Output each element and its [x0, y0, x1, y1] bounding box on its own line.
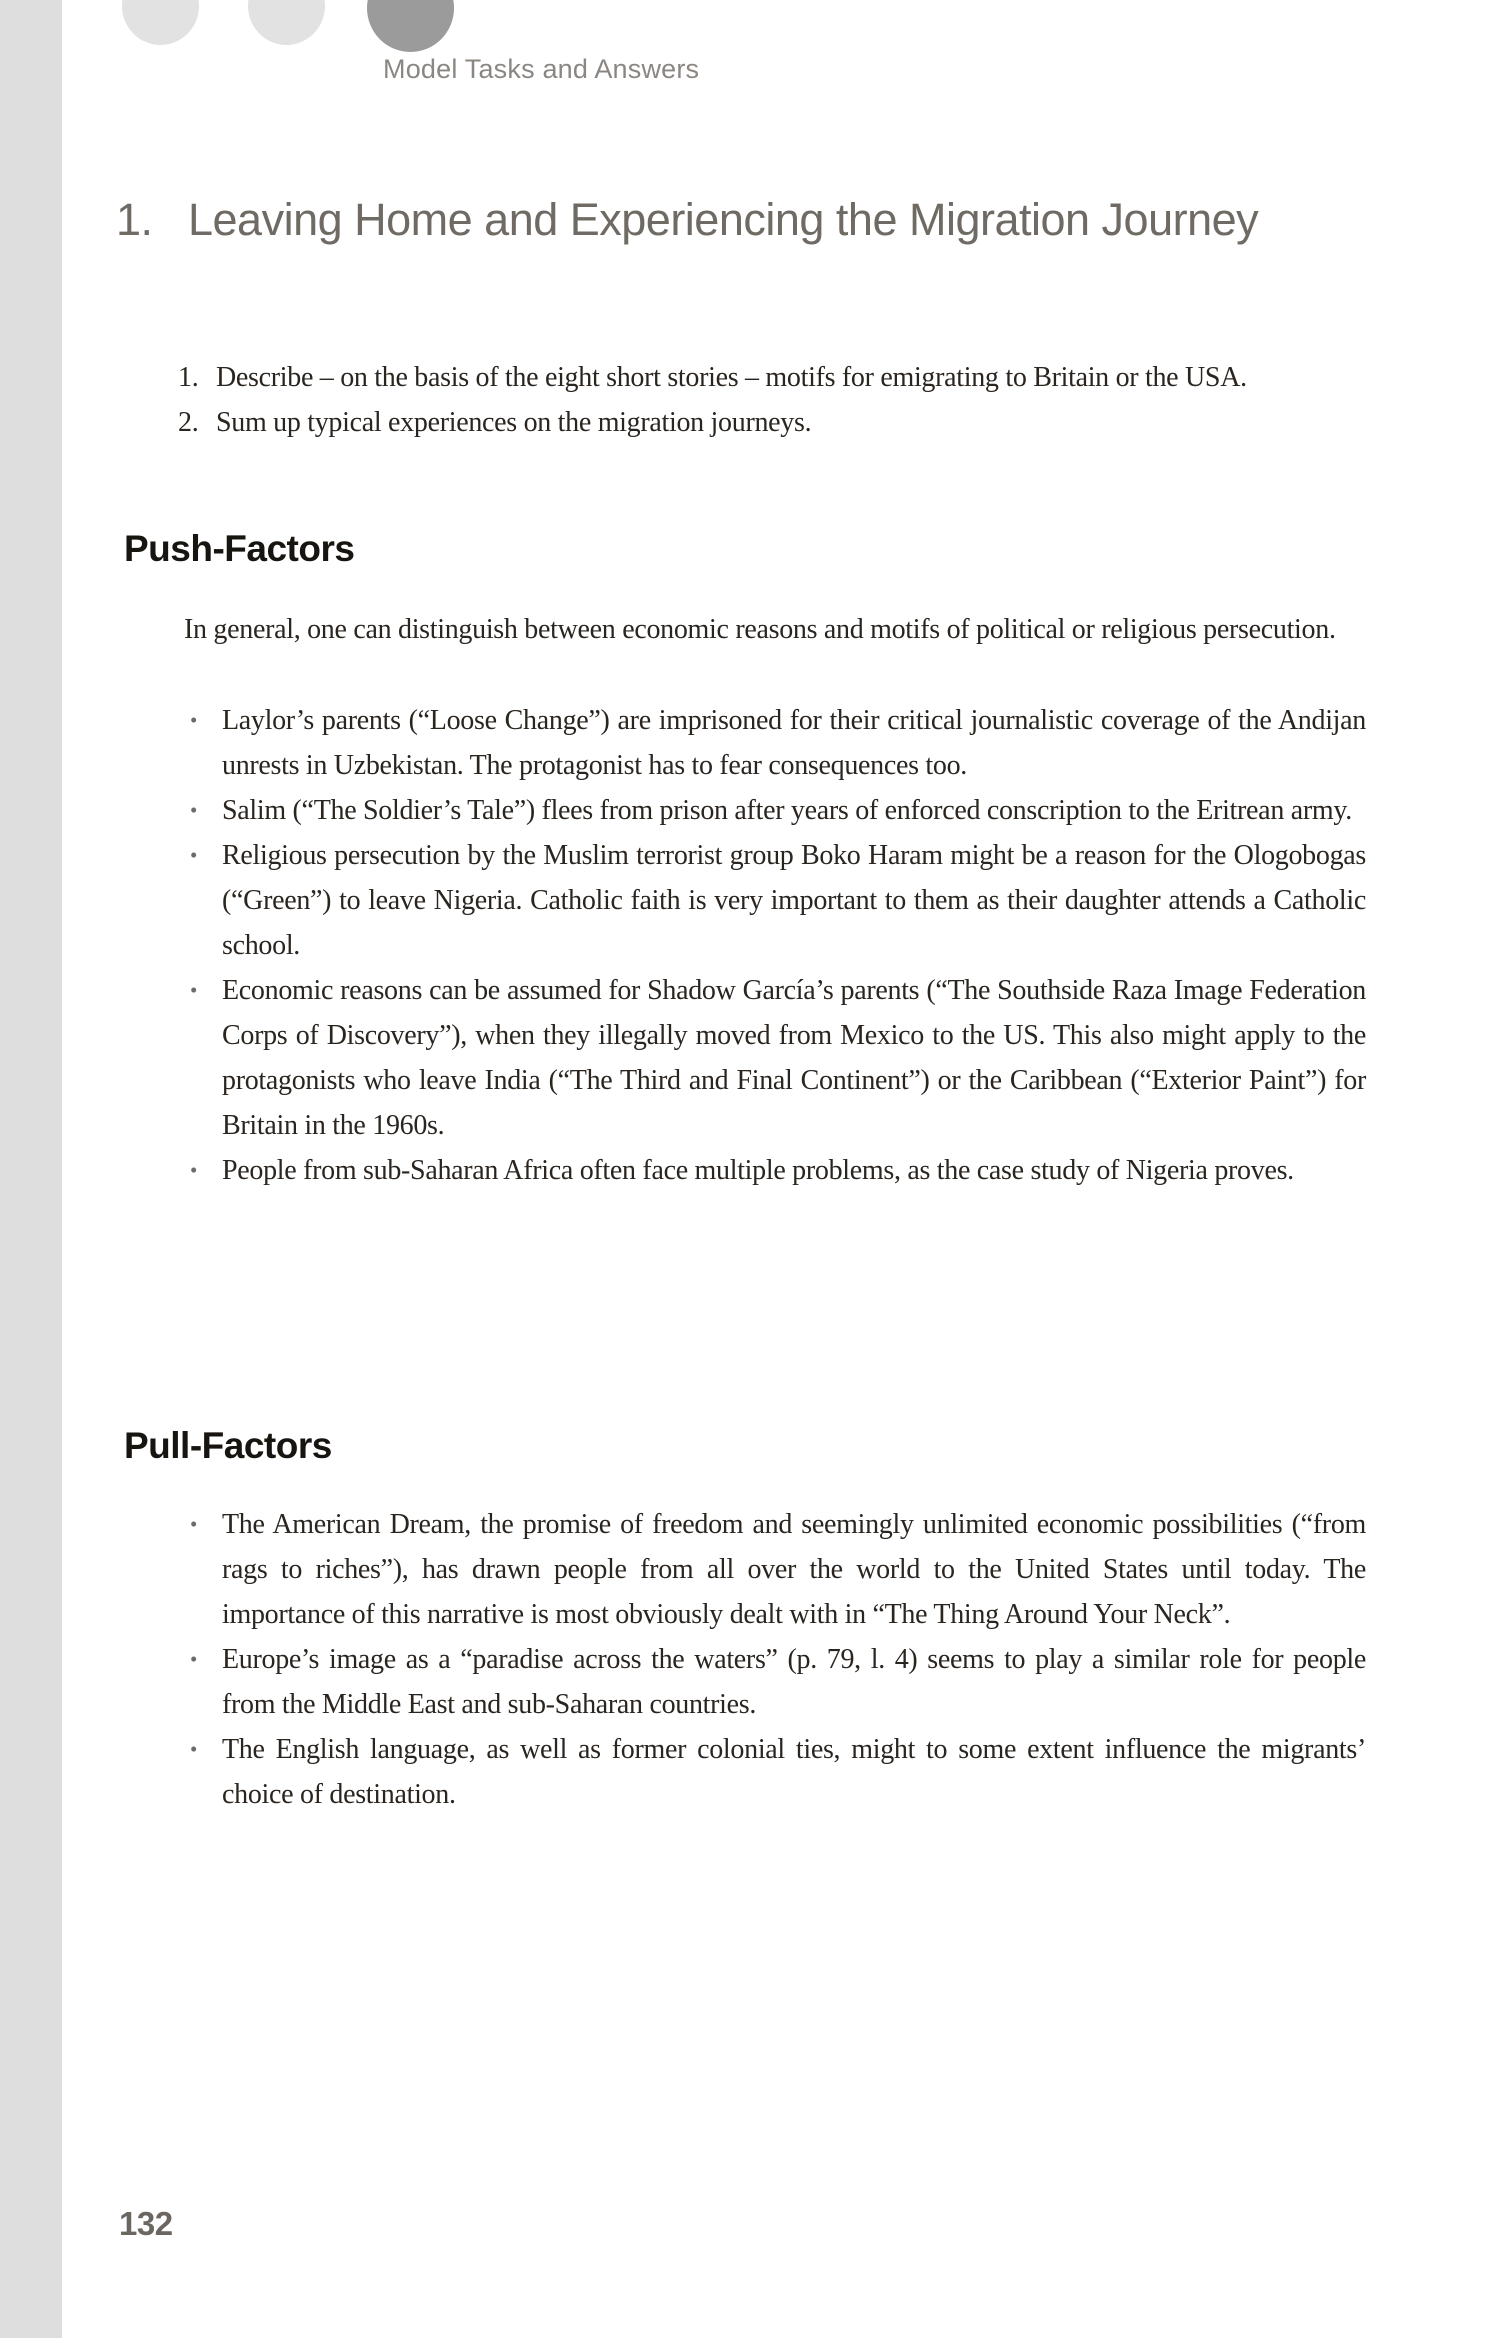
- bullet-icon: •: [190, 708, 198, 732]
- list-item: [190, 1502, 1366, 1637]
- list-item: [190, 1148, 1366, 1193]
- chapter-title: [116, 188, 1301, 251]
- bullet-icon: •: [190, 798, 198, 822]
- running-header: Model Tasks and Answers: [383, 54, 700, 84]
- bullet-icon: •: [190, 1647, 198, 1671]
- list-item: [190, 833, 1366, 968]
- bullet-icon: •: [190, 1158, 198, 1182]
- bullet-icon: •: [190, 1737, 198, 1761]
- list-item: [190, 1637, 1366, 1727]
- bullet-text: Laylor’s parents (“Loose Change”) are imprisoned for their critical journalistic coverage of the Andijan unrests in Uzbekistan. The protagonist has to fear consequences too.: [222, 705, 1366, 781]
- bullet-text: Economic reasons can be assumed for Shadow García’s parents (“The Southside Raza Image Federation Corps of Discovery”), when they illegally moved from Mexico to the US. This also might apply to the protagonists who leave India (“The Third and Final Continent”) or the Caribbean (“Exterior Paint”) for Britain in the 1960s.: [222, 975, 1366, 1141]
- list-item: [190, 698, 1366, 788]
- section-heading-pull-factors: Pull-Factors: [124, 1425, 332, 1466]
- chapter-title-text: Leaving Home and Experiencing the Migration Journey: [188, 194, 1259, 245]
- bullet-text: The English language, as well as former colonial ties, might to some extent influence the migrants’ choice of destination.: [222, 1734, 1366, 1810]
- left-margin-strip: [0, 0, 62, 2338]
- push-factors-intro: In general, one can distinguish between economic reasons and motifs of political or religious persecution.: [184, 614, 1336, 645]
- push-factors-bullet-list: [190, 698, 1366, 1193]
- section-heading-push-factors: Push-Factors: [124, 528, 355, 569]
- page-dot-icon: [248, 0, 325, 45]
- bullet-icon: •: [190, 843, 198, 867]
- bullet-icon: •: [190, 1512, 198, 1536]
- page-number: 132: [119, 2205, 173, 2242]
- task-list: [178, 355, 1366, 445]
- task-number: 2.: [178, 407, 199, 438]
- list-item: [190, 1727, 1366, 1817]
- bullet-icon: •: [190, 978, 198, 1002]
- bullet-text: People from sub-Saharan Africa often face multiple problems, as the case study of Nigeria proves.: [222, 1155, 1294, 1186]
- bullet-text: The American Dream, the promise of freedom and seemingly unlimited economic possibilities (“from rags to riches”), has drawn people from all over the world to the United States until today. The importance of this narrative is most obviously dealt with in “The Thing Around Your Neck”.: [222, 1509, 1366, 1630]
- bullet-text: Europe’s image as a “paradise across the waters” (p. 79, l. 4) seems to play a similar role for people from the Middle East and sub-Saharan countries.: [222, 1644, 1366, 1720]
- pull-factors-bullet-list: [190, 1502, 1366, 1817]
- page-dot-icon-active: [367, 0, 454, 52]
- list-item: [190, 788, 1366, 833]
- task-text: Sum up typical experiences on the migration journeys.: [216, 407, 812, 438]
- task-item: [178, 355, 1366, 400]
- bullet-text: Religious persecution by the Muslim terrorist group Boko Haram might be a reason for the Ologobogas (“Green”) to leave Nigeria. Catholic faith is very important to them as their daughter attends a Catholic school.: [222, 840, 1366, 961]
- list-item: [190, 968, 1366, 1148]
- task-item: [178, 400, 1366, 445]
- chapter-title-number: 1.: [116, 194, 153, 245]
- task-text: Describe – on the basis of the eight short stories – motifs for emigrating to Britain or the USA.: [216, 362, 1247, 393]
- bullet-text: Salim (“The Soldier’s Tale”) flees from prison after years of enforced conscription to the Eritrean army.: [222, 795, 1352, 826]
- task-number: 1.: [178, 362, 199, 393]
- page-dot-icon: [122, 0, 199, 45]
